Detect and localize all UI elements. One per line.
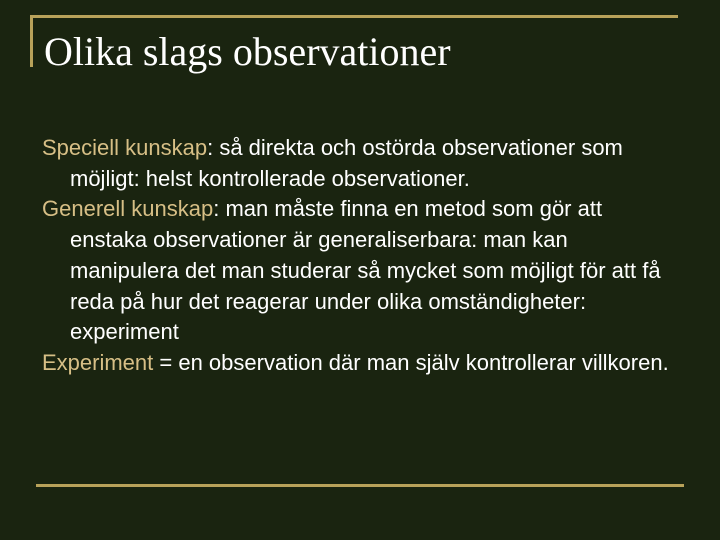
term-speciell-kunskap: Speciell kunskap xyxy=(42,135,208,160)
paragraph-text: : man måste finna en metod som gör att enstaka observationer är generaliserbara: man kan manipulera det man studerar så mycket som möjligt för att få reda på hur det reagerar under olika omständigheter: experiment xyxy=(70,196,661,345)
slide-title: Olika slags observationer xyxy=(44,29,451,74)
paragraph-text: : så direkta och ostörda observationer som möjligt: helst kontrollerade observationer. xyxy=(70,135,623,191)
paragraph-text: = en observation där man själv kontrollerar villkoren. xyxy=(153,349,669,375)
paragraph-generell-kunskap xyxy=(42,194,682,348)
frame-bottom-line xyxy=(36,484,684,487)
term-generell-kunskap: Generell kunskap xyxy=(42,196,214,222)
frame-left-line xyxy=(30,15,33,67)
frame-top-line xyxy=(30,15,678,18)
paragraph-experiment xyxy=(42,348,682,379)
slide-body xyxy=(42,133,682,379)
paragraph-speciell-kunskap xyxy=(42,133,682,194)
term-experiment: Experiment xyxy=(42,349,154,375)
